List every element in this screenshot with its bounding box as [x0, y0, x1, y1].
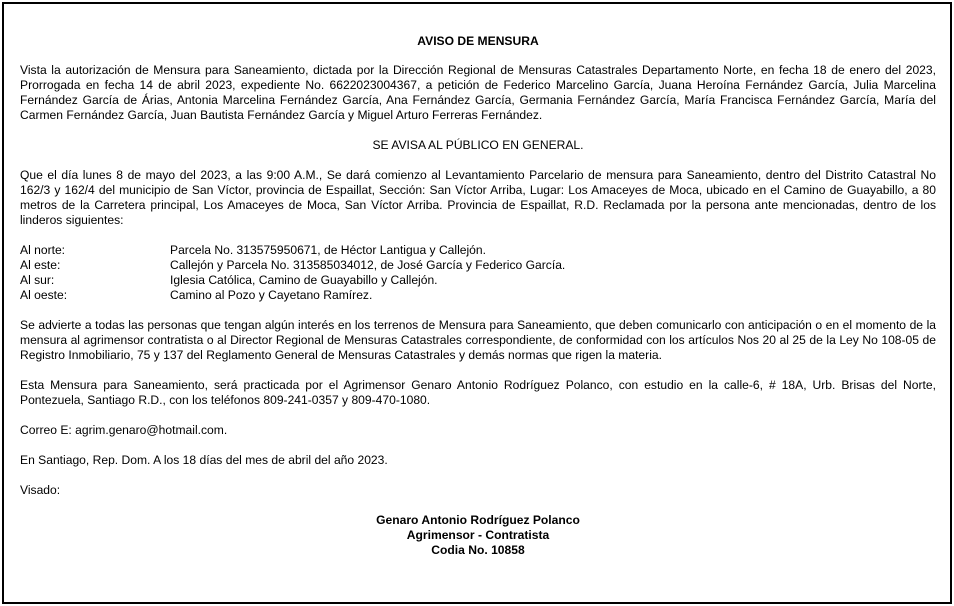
survey-details-paragraph: Que el día lunes 8 de mayo del 2023, a las 9:00 A.M., Se dará comienzo al Levantamiento Parcelario de mensura para Saneamiento, dentro del Distrito Catastral No 162/3 y 162/4 del municipio de San Víctor, provincia de Espaillat, Sección: San Víctor Arriba, Lugar: Los Amaceyes de Moca, ubicado en el Camino de Guayabillo, a 80 metros de la Carretera principal, Los Amaceyes de Moca, San Víctor Arriba. Provincia de Espaillat, R.D. Reclamada por la persona ante mencionadas, dentro de los linderos siguientes:	[20, 168, 936, 227]
boundary-value: Parcela No. 313575950671, de Héctor Lantigua y Callejón.	[170, 243, 486, 257]
boundary-label: Al sur:	[20, 273, 55, 287]
notice-frame	[2, 2, 952, 604]
boundary-value: Camino al Pozo y Cayetano Ramírez.	[170, 288, 373, 302]
boundary-label: Al este:	[20, 258, 61, 272]
notice-title: AVISO DE MENSURA	[417, 34, 539, 48]
boundary-label: Al oeste:	[20, 288, 68, 302]
boundary-north	[20, 243, 936, 258]
email-line: Correo E: agrim.genaro@hotmail.com.	[20, 423, 228, 437]
boundary-label: Al norte:	[20, 243, 66, 257]
signature-block	[20, 513, 936, 558]
signature-role: Agrimensor - Contratista	[406, 528, 550, 542]
authorization-paragraph: Vista la autorización de Mensura para Saneamiento, dictada por la Dirección Regional de Mensuras Catastrales Departamento Norte, en fecha 18 de enero del 2023, Prorrogada en fecha 14 de abril 2023, expediente No. 6622023004367, a petición de Federico Marcelino García, Juana Heroína Fernández García, Julia Marcelina Fernández García de Árias, Antonia Marcelina Fernández García, Ana Fernández García, Germania Fernández García, María Francisca Fernández García, María del Carmen Fernández García, Juan Bautista Fernández García y Miguel Arturo Ferreras Fernández.	[20, 63, 936, 122]
place-date-line: En Santiago, Rep. Dom. A los 18 días del mes de abril del año 2023.	[20, 453, 388, 467]
notice-content	[20, 34, 936, 558]
boundary-west	[20, 288, 936, 303]
surveyor-paragraph: Esta Mensura para Saneamiento, será practicada por el Agrimensor Genaro Antonio Rodríguez Polanco, con estudio en la calle-6, # 18A, Urb. Brisas del Norte, Pontezuela, Santiago R.D., con los teléfonos 809-241-0357 y 809-470-1080.	[20, 378, 936, 407]
warning-paragraph: Se advierte a todas las personas que tengan algún interés en los terrenos de Mensura para Saneamiento, que deben comunicarlo con anticipación o en el momento de la mensura al agrimensor contratista o al Director Regional de Mensuras Catastrales correspondiente, de conformidad con los artículos Nos 20 al 25 de la Ley No 108-05 de Registro Inmobiliario, 75 y 137 del Reglamento General de Mensuras Catastrales y demás normas que rigen la materia.	[20, 318, 936, 362]
boundary-value: Callejón y Parcela No. 313585034012, de José García y Federico García.	[170, 258, 566, 272]
visado-line: Visado:	[20, 483, 61, 497]
signature-name: Genaro Antonio Rodríguez Polanco	[376, 513, 580, 527]
boundary-east	[20, 258, 936, 273]
boundary-value: Iglesia Católica, Camino de Guayabillo y Callejón.	[170, 273, 438, 287]
boundary-south	[20, 273, 936, 288]
public-notice-heading: SE AVISA AL PÚBLICO EN GENERAL.	[372, 138, 584, 152]
signature-codia: Codia No. 10858	[431, 543, 525, 557]
boundaries-list	[20, 243, 936, 303]
